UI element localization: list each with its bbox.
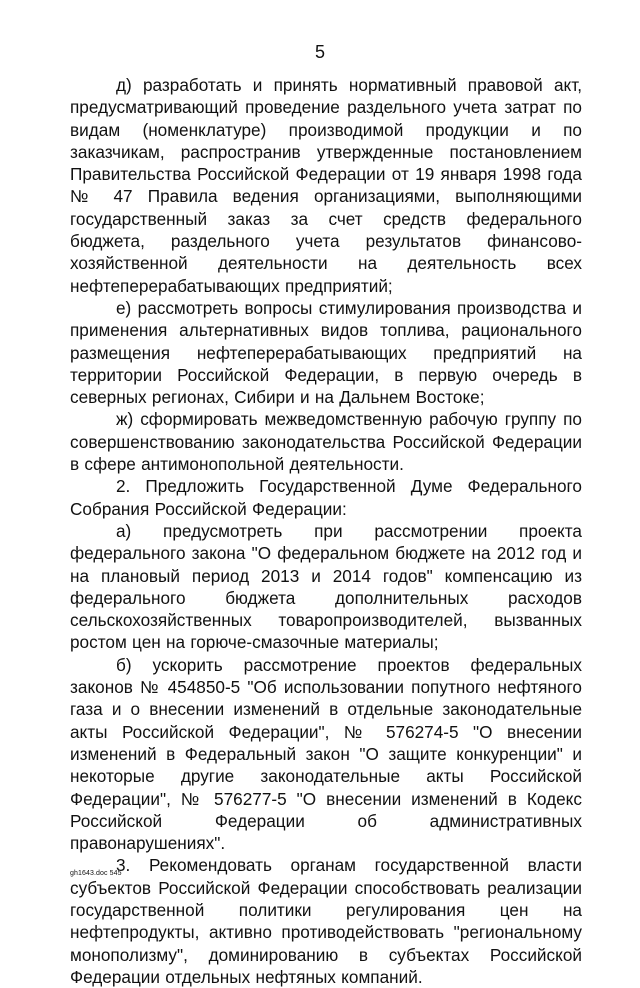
paragraph-section-3: 3. Рекомендовать органам государственной власти субъектов Российской Федерации способствовать реализации государственной политики регулирования цен на нефтепродукты, активно противодействовать "региональному монополизму", доминированию в субъектах Российской Федерации отдельных нефтяных компаний. bbox=[70, 855, 582, 987]
footer-file-reference: gh1643.doc 545 bbox=[70, 870, 122, 877]
paragraph-item-zh: ж) сформировать межведомственную рабочую группу по совершенствованию законодательства Российской Федерации в сфере антимонопольной деятельности. bbox=[70, 409, 582, 475]
document-body bbox=[70, 74, 582, 988]
paragraph-section-2: 2. Предложить Государственной Думе Федерального Собрания Российской Федерации: bbox=[70, 476, 582, 519]
paragraph-item-a: а) предусмотреть при рассмотрении проекта федерального закона "О федеральном бюджете на 2012 год и на плановый период 2013 и 2014 годов" компенсацию из федерального бюджета дополнительных расходов сельскохозяйственных товаропроизводителей, вызванных ростом цен на горюче-смазочные материалы; bbox=[70, 520, 582, 653]
paragraph-item-d: д) разработать и принять нормативный правовой акт, предусматривающий проведение раздельного учета затрат по видам (номенклатуре) производимой продукции и по заказчикам, распространив утвержденные постановлением Правительства Российской Федерации от 19 января 1998 года № 47 Правила ведения организациями, выполняющими государственный заказ за счет средств федерального бюджета, раздельного учета результатов финансово-хозяйственной деятельности на деятельность всех нефтеперерабатывающих предприятий; bbox=[70, 75, 582, 296]
paragraph-item-b: б) ускорить рассмотрение проектов федеральных законов № 454850-5 "Об использовании попутного нефтяного газа и о внесении изменений в отдельные законодательные акты Российской Федерации", № 576274-5 "О внесении изменений в Федеральный закон "О защите конкуренции" и некоторые другие законодательные акты Российской Федерации", № 576277-5 "О внесении изменений в Кодекс Российской Федерации об административных правонарушениях". bbox=[70, 654, 582, 854]
paragraph-item-e: е) рассмотреть вопросы стимулирования производства и применения альтернативных видов топлива, рационального размещения нефтеперерабатывающих предприятий на территории Российской Федерации, в первую очередь в северных регионах, Сибири и на Дальнем Востоке; bbox=[70, 297, 582, 408]
page-number: 5 bbox=[314, 42, 325, 62]
